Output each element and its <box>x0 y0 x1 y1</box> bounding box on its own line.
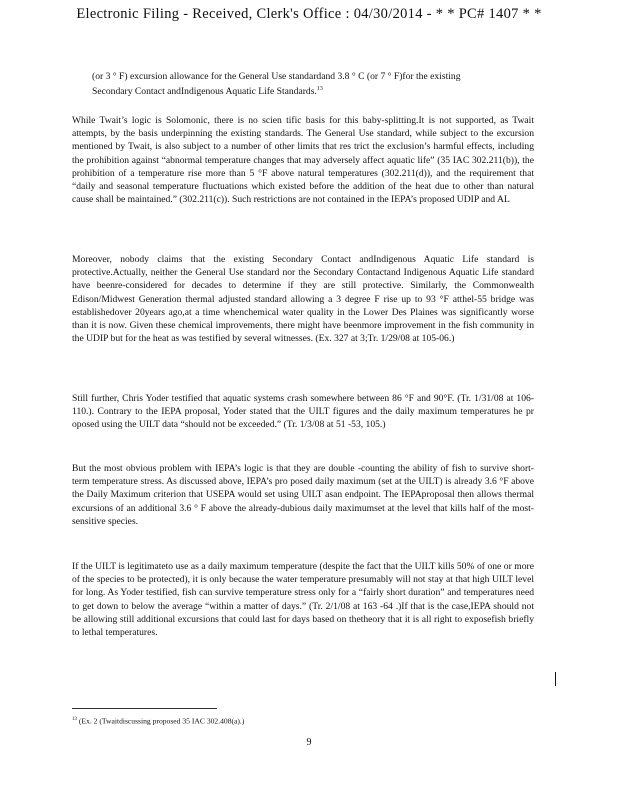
paragraph-2: Moreover, nobody claims that the existing Secondary Contact andIndigenous Aquatic Life standard is protective.Actually, neither the General Use standard nor the Secondary Contactand Indigenous Aquatic Life standard have beenre-considered for decades to determine if they are still protective. Similarly, the Commonwealth Edison/Midwest Generation thermal adjusted standard allowing a 3 degree F rise up to 93 °F atthel-55 bridge was establishedover 20years ago,at a time whenchemical water quality in the Lower Des Plaines was significantly worse than it is now. Given these chemical improvements, there might have beenmore improvement in the fish community in the UDIP but for the heat as was testified by several witnesses. (Ex. 327 at 3;Tr. 1/29/08 at 105-06.) <box>72 254 534 345</box>
text-cursor-mark <box>555 672 556 686</box>
paragraph-4: But the most obvious problem with IEPA’s logic is that they are double -counting the ability of fish to survive short- term temperature stress. As discussed above, IEPA’s pro posed daily maximum (set at the UILT) is already 3.6 °F above the Daily Maximum criterion that USEPA would set using UILT asan endpoint. The IEPAproposal then allows thermal excursions of an additional 3.6 ° F above the already-dubious daily maximumset at the level that kills half of the most-sensitive species. <box>72 463 534 527</box>
paragraph-5: If the UILT is legitimateto use as a daily maximum temperature (despite the fact that the UILT kills 50% of one or more of the species to be protected), it is only because the water temperature presumably will not stay at that high UILT level for long. As Yoder testified, fish can survive temperature stress only for a “fairly short duration” and temperatures need to get down to below the average “within a matter of days.” (Tr. 2/1/08 at 163 -64 .)If that is the case,IEPA should not be allowing still additional excursions that could last for days based on thetheory that it is all right to exposefish briefly to lethal temperatures. <box>72 561 534 639</box>
block-quote <box>92 70 492 98</box>
footnote-reference: 13 <box>316 86 323 92</box>
paragraph-3: Still further, Chris Yoder testified that aquatic systems crash somewhere between 86 °F and 90°F. (Tr. 1/31/08 at 106-110.). Contrary to the IEPA proposal, Yoder stated that the UILT figures and the daily maximum temperatures he pr oposed using the UILT data “should not be exceeded.” (Tr. 1/3/08 at 51 -53, 105.) <box>72 393 534 431</box>
footnote <box>72 715 472 727</box>
footnote-divider <box>72 708 217 709</box>
footnote-number: 13 <box>72 717 77 722</box>
footnote-text: (Ex. 2 (Twaitdiscussing proposed 35 IAC 302.408(a).) <box>78 716 245 726</box>
paragraph-1: While Twait’s logic is Solomonic, there is no scien tific basis for this baby-splitting.It is not supported, as Twait attempts, by the basis underpinning the existing standards. The General Use standard, while subject to the excursion mentioned by Twait, is also subject to a number of other limits that res trict the exclusion’s harmful effects, including the prohibition against “abnormal temperature changes that may adversely affect aquatic life” (35 IAC 302.211(b)), the prohibition of a temperature rise more than 5 °F above natural temperatures (302.211(d)), and the requirement that “daily and seasonal temperature fluctuations which existed before the addition of the heat due to other than natural cause shall be maintained.” (302.211(c)). Such restrictions are not contained in the IEPA’s proposed UDIP and AL <box>72 115 534 206</box>
page-number: 9 <box>306 737 312 748</box>
filing-header: Electronic Filing - Received, Clerk's Office : 04/30/2014 - * * PC# 1407 * * <box>76 6 542 22</box>
block-quote-text: (or 3 ° F) excursion allowance for the General Use standardand 3.8 ° C (or 7 ° F)for the existing Secondary Contact andIndigenous Aquatic Life Standards. <box>92 71 461 98</box>
